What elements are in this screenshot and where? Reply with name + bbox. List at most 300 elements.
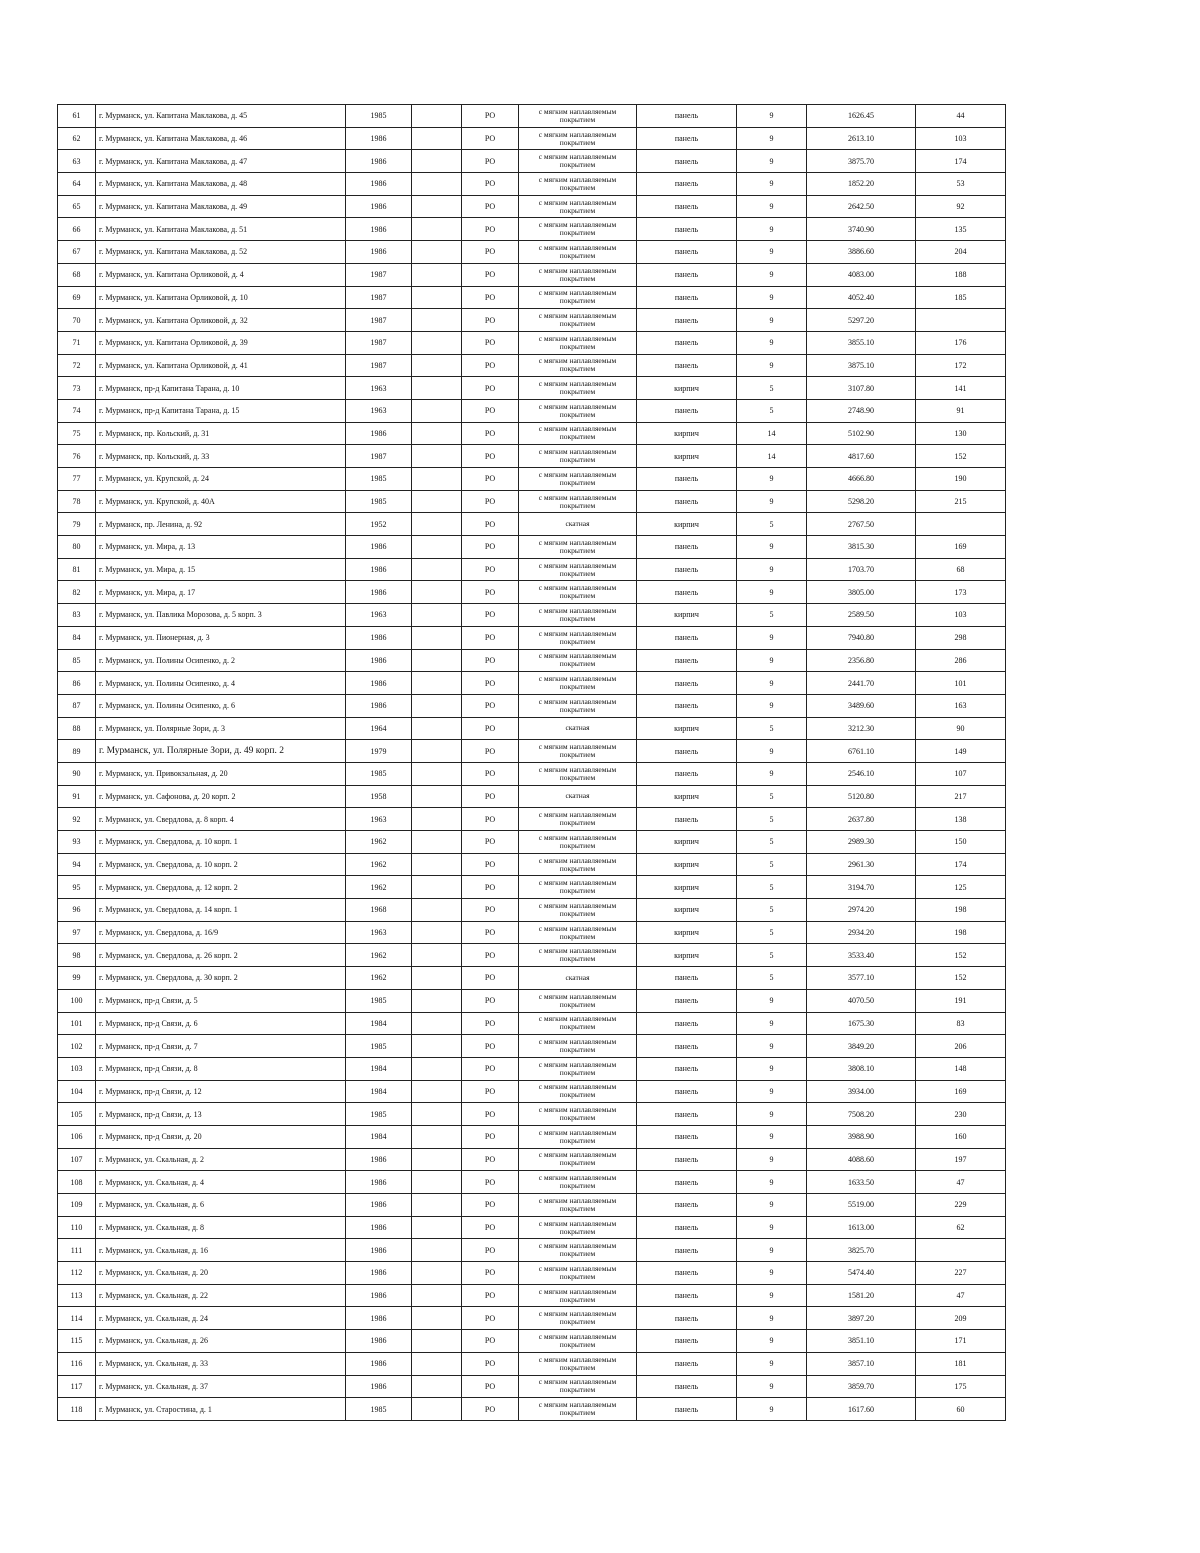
cell-number: 94	[58, 853, 96, 876]
cell-number: 66	[58, 218, 96, 241]
cell-address: г. Мурманск, ул. Привокзальная, д. 20	[96, 762, 346, 785]
cell-year: 1986	[346, 1216, 412, 1239]
cell-number: 97	[58, 921, 96, 944]
cell-floors: 9	[737, 150, 807, 173]
cell-floors: 5	[737, 808, 807, 831]
cell-ro: РО	[462, 717, 519, 740]
cell-address: г. Мурманск, ул. Свердлова, д. 30 корп. 2	[96, 967, 346, 990]
cell-address: г. Мурманск, ул. Капитана Орликовой, д. 32	[96, 309, 346, 332]
cell-roof-type: с мягким наплавляемым покрытием	[519, 536, 637, 559]
cell-address: г. Мурманск, ул. Крупской, д. 40А	[96, 490, 346, 513]
cell-wall-material: кирпич	[637, 853, 737, 876]
cell-count: 230	[916, 1103, 1006, 1126]
cell-number: 92	[58, 808, 96, 831]
cell-ro: РО	[462, 150, 519, 173]
cell-roof-type: с мягким наплавляемым покрытием	[519, 1398, 637, 1421]
cell-empty	[412, 649, 462, 672]
cell-ro: РО	[462, 1103, 519, 1126]
cell-roof-type: с мягким наплавляемым покрытием	[519, 921, 637, 944]
cell-wall-material: кирпич	[637, 785, 737, 808]
cell-number: 83	[58, 604, 96, 627]
cell-count: 298	[916, 626, 1006, 649]
cell-area: 7508.20	[807, 1103, 916, 1126]
cell-year: 1986	[346, 1148, 412, 1171]
cell-wall-material: панель	[637, 309, 737, 332]
cell-address: г. Мурманск, ул. Свердлова, д. 16/9	[96, 921, 346, 944]
cell-empty	[412, 1375, 462, 1398]
cell-wall-material: панель	[637, 967, 737, 990]
cell-address: г. Мурманск, пр-д Связи, д. 8	[96, 1057, 346, 1080]
cell-ro: РО	[462, 513, 519, 536]
cell-count: 185	[916, 286, 1006, 309]
cell-empty	[412, 127, 462, 150]
cell-year: 1968	[346, 899, 412, 922]
cell-year: 1979	[346, 740, 412, 763]
cell-empty	[412, 218, 462, 241]
cell-number: 114	[58, 1307, 96, 1330]
cell-number: 64	[58, 173, 96, 196]
cell-floors: 9	[737, 1035, 807, 1058]
cell-number: 87	[58, 694, 96, 717]
cell-floors: 9	[737, 241, 807, 264]
cell-empty	[412, 1398, 462, 1421]
table-row	[58, 1012, 1006, 1035]
cell-address: г. Мурманск, ул. Скальная, д. 8	[96, 1216, 346, 1239]
cell-count: 169	[916, 1080, 1006, 1103]
cell-wall-material: панель	[637, 354, 737, 377]
table-row	[58, 536, 1006, 559]
table-row	[58, 989, 1006, 1012]
cell-ro: РО	[462, 105, 519, 128]
cell-number: 109	[58, 1194, 96, 1217]
cell-wall-material: панель	[637, 1216, 737, 1239]
cell-roof-type: с мягким наплавляемым покрытием	[519, 944, 637, 967]
cell-ro: РО	[462, 944, 519, 967]
cell-count: 44	[916, 105, 1006, 128]
cell-year: 1958	[346, 785, 412, 808]
cell-empty	[412, 717, 462, 740]
cell-area: 3815.30	[807, 536, 916, 559]
cell-year: 1986	[346, 1194, 412, 1217]
table-row	[58, 581, 1006, 604]
cell-area: 5297.20	[807, 309, 916, 332]
cell-address: г. Мурманск, ул. Капитана Орликовой, д. 41	[96, 354, 346, 377]
cell-wall-material: панель	[637, 762, 737, 785]
cell-floors: 5	[737, 944, 807, 967]
cell-wall-material: кирпич	[637, 876, 737, 899]
cell-year: 1963	[346, 808, 412, 831]
cell-number: 65	[58, 195, 96, 218]
cell-roof-type: с мягким наплавляемым покрытием	[519, 649, 637, 672]
cell-floors: 9	[737, 1103, 807, 1126]
cell-count: 62	[916, 1216, 1006, 1239]
cell-number: 102	[58, 1035, 96, 1058]
cell-ro: РО	[462, 921, 519, 944]
cell-wall-material: панель	[637, 1352, 737, 1375]
cell-floors: 5	[737, 831, 807, 854]
cell-number: 105	[58, 1103, 96, 1126]
cell-floors: 9	[737, 195, 807, 218]
cell-wall-material: панель	[637, 105, 737, 128]
cell-roof-type: с мягким наплавляемым покрытием	[519, 422, 637, 445]
cell-number: 78	[58, 490, 96, 513]
cell-wall-material: панель	[637, 1239, 737, 1262]
cell-number: 70	[58, 309, 96, 332]
table-row	[58, 1216, 1006, 1239]
cell-number: 86	[58, 672, 96, 695]
cell-count: 91	[916, 399, 1006, 422]
cell-floors: 5	[737, 921, 807, 944]
cell-floors: 9	[737, 1375, 807, 1398]
cell-area: 3851.10	[807, 1330, 916, 1353]
cell-roof-type: скатная	[519, 717, 637, 740]
cell-floors: 9	[737, 1352, 807, 1375]
cell-empty	[412, 399, 462, 422]
cell-floors: 9	[737, 1239, 807, 1262]
cell-address: г. Мурманск, ул. Сафонова, д. 20 корп. 2	[96, 785, 346, 808]
cell-ro: РО	[462, 876, 519, 899]
cell-floors: 5	[737, 604, 807, 627]
cell-floors: 9	[737, 286, 807, 309]
cell-number: 112	[58, 1262, 96, 1285]
cell-wall-material: панель	[637, 1125, 737, 1148]
cell-ro: РО	[462, 967, 519, 990]
cell-count: 217	[916, 785, 1006, 808]
cell-roof-type: с мягким наплавляемым покрытием	[519, 1239, 637, 1262]
cell-number: 80	[58, 536, 96, 559]
cell-address: г. Мурманск, пр-д Связи, д. 13	[96, 1103, 346, 1126]
cell-floors: 5	[737, 513, 807, 536]
cell-number: 103	[58, 1057, 96, 1080]
table-row	[58, 604, 1006, 627]
cell-count: 135	[916, 218, 1006, 241]
cell-ro: РО	[462, 1262, 519, 1285]
cell-year: 1986	[346, 1375, 412, 1398]
cell-floors: 9	[737, 558, 807, 581]
cell-area: 3808.10	[807, 1057, 916, 1080]
cell-address: г. Мурманск, ул. Старостина, д. 1	[96, 1398, 346, 1421]
table-row	[58, 1262, 1006, 1285]
cell-ro: РО	[462, 1216, 519, 1239]
cell-year: 1985	[346, 490, 412, 513]
cell-roof-type: с мягким наплавляемым покрытием	[519, 1216, 637, 1239]
cell-number: 84	[58, 626, 96, 649]
cell-address: г. Мурманск, ул. Капитана Маклакова, д. 49	[96, 195, 346, 218]
cell-roof-type: с мягким наплавляемым покрытием	[519, 989, 637, 1012]
cell-area: 2546.10	[807, 762, 916, 785]
cell-area: 3212.30	[807, 717, 916, 740]
cell-ro: РО	[462, 1125, 519, 1148]
cell-empty	[412, 513, 462, 536]
cell-wall-material: панель	[637, 173, 737, 196]
cell-address: г. Мурманск, ул. Свердлова, д. 12 корп. 2	[96, 876, 346, 899]
cell-number: 98	[58, 944, 96, 967]
cell-number: 115	[58, 1330, 96, 1353]
cell-ro: РО	[462, 354, 519, 377]
table-row	[58, 967, 1006, 990]
cell-wall-material: панель	[637, 468, 737, 491]
cell-floors: 9	[737, 1125, 807, 1148]
table-row	[58, 490, 1006, 513]
cell-address: г. Мурманск, ул. Пионерная, д. 3	[96, 626, 346, 649]
cell-count: 169	[916, 536, 1006, 559]
cell-year: 1986	[346, 536, 412, 559]
table-row	[58, 513, 1006, 536]
cell-number: 95	[58, 876, 96, 899]
cell-ro: РО	[462, 241, 519, 264]
cell-roof-type: с мягким наплавляемым покрытием	[519, 150, 637, 173]
table-row	[58, 899, 1006, 922]
cell-count: 160	[916, 1125, 1006, 1148]
cell-wall-material: кирпич	[637, 513, 737, 536]
cell-empty	[412, 445, 462, 468]
cell-wall-material: панель	[637, 331, 737, 354]
cell-area: 3533.40	[807, 944, 916, 967]
cell-floors: 9	[737, 989, 807, 1012]
cell-address: г. Мурманск, пр-д Связи, д. 20	[96, 1125, 346, 1148]
table-row	[58, 1125, 1006, 1148]
cell-count: 53	[916, 173, 1006, 196]
table-row	[58, 717, 1006, 740]
cell-floors: 5	[737, 717, 807, 740]
cell-ro: РО	[462, 1239, 519, 1262]
cell-year: 1962	[346, 853, 412, 876]
cell-ro: РО	[462, 831, 519, 854]
cell-count: 68	[916, 558, 1006, 581]
table-row	[58, 1307, 1006, 1330]
cell-count: 103	[916, 604, 1006, 627]
cell-area: 2974.20	[807, 899, 916, 922]
cell-area: 7940.80	[807, 626, 916, 649]
cell-roof-type: с мягким наплавляемым покрытием	[519, 105, 637, 128]
table-row	[58, 286, 1006, 309]
cell-address: г. Мурманск, ул. Капитана Орликовой, д. 4	[96, 263, 346, 286]
cell-empty	[412, 604, 462, 627]
table-row	[58, 331, 1006, 354]
cell-address: г. Мурманск, ул. Полины Осипенко, д. 2	[96, 649, 346, 672]
cell-address: г. Мурманск, пр-д Связи, д. 7	[96, 1035, 346, 1058]
table-row	[58, 1103, 1006, 1126]
cell-empty	[412, 808, 462, 831]
cell-year: 1985	[346, 1398, 412, 1421]
cell-empty	[412, 1171, 462, 1194]
cell-floors: 9	[737, 218, 807, 241]
cell-number: 99	[58, 967, 96, 990]
cell-count: 227	[916, 1262, 1006, 1285]
cell-year: 1987	[346, 263, 412, 286]
cell-empty	[412, 967, 462, 990]
cell-empty	[412, 1125, 462, 1148]
cell-floors: 9	[737, 263, 807, 286]
cell-floors: 14	[737, 445, 807, 468]
cell-ro: РО	[462, 1012, 519, 1035]
cell-number: 81	[58, 558, 96, 581]
cell-empty	[412, 1216, 462, 1239]
cell-ro: РО	[462, 536, 519, 559]
table-row	[58, 921, 1006, 944]
cell-wall-material: панель	[637, 1375, 737, 1398]
cell-count: 83	[916, 1012, 1006, 1035]
cell-count: 92	[916, 195, 1006, 218]
cell-empty	[412, 694, 462, 717]
cell-wall-material: панель	[637, 1262, 737, 1285]
cell-roof-type: с мягким наплавляемым покрытием	[519, 876, 637, 899]
cell-ro: РО	[462, 1352, 519, 1375]
cell-area: 3934.00	[807, 1080, 916, 1103]
cell-number: 101	[58, 1012, 96, 1035]
cell-wall-material: панель	[637, 808, 737, 831]
cell-ro: РО	[462, 377, 519, 400]
cell-floors: 5	[737, 785, 807, 808]
cell-year: 1986	[346, 672, 412, 695]
cell-ro: РО	[462, 218, 519, 241]
cell-count: 174	[916, 853, 1006, 876]
cell-roof-type: с мягким наплавляемым покрытием	[519, 309, 637, 332]
cell-roof-type: с мягким наплавляемым покрытием	[519, 558, 637, 581]
cell-roof-type: с мягким наплавляемым покрытием	[519, 263, 637, 286]
cell-address: г. Мурманск, ул. Свердлова, д. 14 корп. 1	[96, 899, 346, 922]
cell-year: 1987	[346, 309, 412, 332]
cell-wall-material: панель	[637, 1398, 737, 1421]
cell-wall-material: панель	[637, 218, 737, 241]
cell-number: 106	[58, 1125, 96, 1148]
cell-year: 1986	[346, 558, 412, 581]
cell-floors: 5	[737, 899, 807, 922]
table-row	[58, 876, 1006, 899]
cell-empty	[412, 241, 462, 264]
cell-ro: РО	[462, 899, 519, 922]
table-row	[58, 1057, 1006, 1080]
cell-ro: РО	[462, 558, 519, 581]
cell-year: 1986	[346, 581, 412, 604]
cell-number: 69	[58, 286, 96, 309]
cell-address: г. Мурманск, ул. Скальная, д. 26	[96, 1330, 346, 1353]
table-row	[58, 422, 1006, 445]
cell-roof-type: с мягким наплавляемым покрытием	[519, 1080, 637, 1103]
cell-area: 5519.00	[807, 1194, 916, 1217]
cell-year: 1987	[346, 286, 412, 309]
cell-ro: РО	[462, 1398, 519, 1421]
cell-number: 82	[58, 581, 96, 604]
cell-empty	[412, 785, 462, 808]
cell-empty	[412, 468, 462, 491]
cell-address: г. Мурманск, ул. Свердлова, д. 26 корп. 2	[96, 944, 346, 967]
table-row	[58, 831, 1006, 854]
cell-address: г. Мурманск, пр-д Капитана Тарана, д. 10	[96, 377, 346, 400]
cell-area: 2961.30	[807, 853, 916, 876]
cell-floors: 9	[737, 1398, 807, 1421]
cell-roof-type: с мягким наплавляемым покрытием	[519, 1194, 637, 1217]
cell-count: 204	[916, 241, 1006, 264]
cell-year: 1986	[346, 1330, 412, 1353]
cell-number: 93	[58, 831, 96, 854]
cell-wall-material: кирпич	[637, 899, 737, 922]
cell-area: 3988.90	[807, 1125, 916, 1148]
cell-count: 198	[916, 899, 1006, 922]
cell-roof-type: с мягким наплавляемым покрытием	[519, 853, 637, 876]
cell-ro: РО	[462, 853, 519, 876]
cell-area: 3577.10	[807, 967, 916, 990]
cell-year: 1985	[346, 468, 412, 491]
cell-count	[916, 1239, 1006, 1262]
cell-roof-type: с мягким наплавляемым покрытием	[519, 1125, 637, 1148]
table-row	[58, 127, 1006, 150]
table-row	[58, 649, 1006, 672]
cell-empty	[412, 558, 462, 581]
cell-empty	[412, 944, 462, 967]
cell-roof-type: с мягким наплавляемым покрытием	[519, 899, 637, 922]
cell-count: 188	[916, 263, 1006, 286]
cell-ro: РО	[462, 422, 519, 445]
cell-ro: РО	[462, 989, 519, 1012]
cell-roof-type: с мягким наплавляемым покрытием	[519, 831, 637, 854]
cell-empty	[412, 105, 462, 128]
cell-year: 1963	[346, 921, 412, 944]
cell-wall-material: панель	[637, 1057, 737, 1080]
cell-wall-material: панель	[637, 536, 737, 559]
cell-area: 3875.70	[807, 150, 916, 173]
cell-floors: 5	[737, 377, 807, 400]
cell-count: 198	[916, 921, 1006, 944]
cell-year: 1986	[346, 173, 412, 196]
cell-roof-type: скатная	[519, 967, 637, 990]
cell-floors: 9	[737, 1194, 807, 1217]
cell-number: 71	[58, 331, 96, 354]
cell-roof-type: с мягким наплавляемым покрытием	[519, 445, 637, 468]
table-row	[58, 218, 1006, 241]
cell-floors: 9	[737, 1330, 807, 1353]
cell-count: 47	[916, 1171, 1006, 1194]
cell-count: 149	[916, 740, 1006, 763]
cell-ro: РО	[462, 286, 519, 309]
table-row	[58, 1284, 1006, 1307]
cell-area: 3897.20	[807, 1307, 916, 1330]
cell-year: 1963	[346, 377, 412, 400]
cell-number: 67	[58, 241, 96, 264]
cell-floors: 9	[737, 536, 807, 559]
cell-roof-type: с мягким наплавляемым покрытием	[519, 626, 637, 649]
cell-empty	[412, 195, 462, 218]
cell-empty	[412, 286, 462, 309]
cell-empty	[412, 1330, 462, 1353]
cell-empty	[412, 1057, 462, 1080]
cell-address: г. Мурманск, пр-д Капитана Тарана, д. 15	[96, 399, 346, 422]
cell-ro: РО	[462, 490, 519, 513]
cell-area: 1852.20	[807, 173, 916, 196]
cell-area: 5298.20	[807, 490, 916, 513]
cell-year: 1962	[346, 944, 412, 967]
cell-address: г. Мурманск, ул. Крупской, д. 24	[96, 468, 346, 491]
cell-area: 3740.90	[807, 218, 916, 241]
cell-number: 88	[58, 717, 96, 740]
cell-address: г. Мурманск, ул. Полярные Зори, д. 49 корп. 2	[96, 740, 346, 763]
cell-area: 2989.30	[807, 831, 916, 854]
cell-area: 1675.30	[807, 1012, 916, 1035]
cell-wall-material: панель	[637, 989, 737, 1012]
cell-number: 77	[58, 468, 96, 491]
cell-wall-material: панель	[637, 694, 737, 717]
cell-area: 3855.10	[807, 331, 916, 354]
cell-wall-material: панель	[637, 263, 737, 286]
cell-count: 107	[916, 762, 1006, 785]
cell-empty	[412, 876, 462, 899]
table-row	[58, 672, 1006, 695]
cell-year: 1985	[346, 989, 412, 1012]
cell-ro: РО	[462, 1194, 519, 1217]
cell-area: 2613.10	[807, 127, 916, 150]
table-row	[58, 785, 1006, 808]
cell-wall-material: панель	[637, 1284, 737, 1307]
